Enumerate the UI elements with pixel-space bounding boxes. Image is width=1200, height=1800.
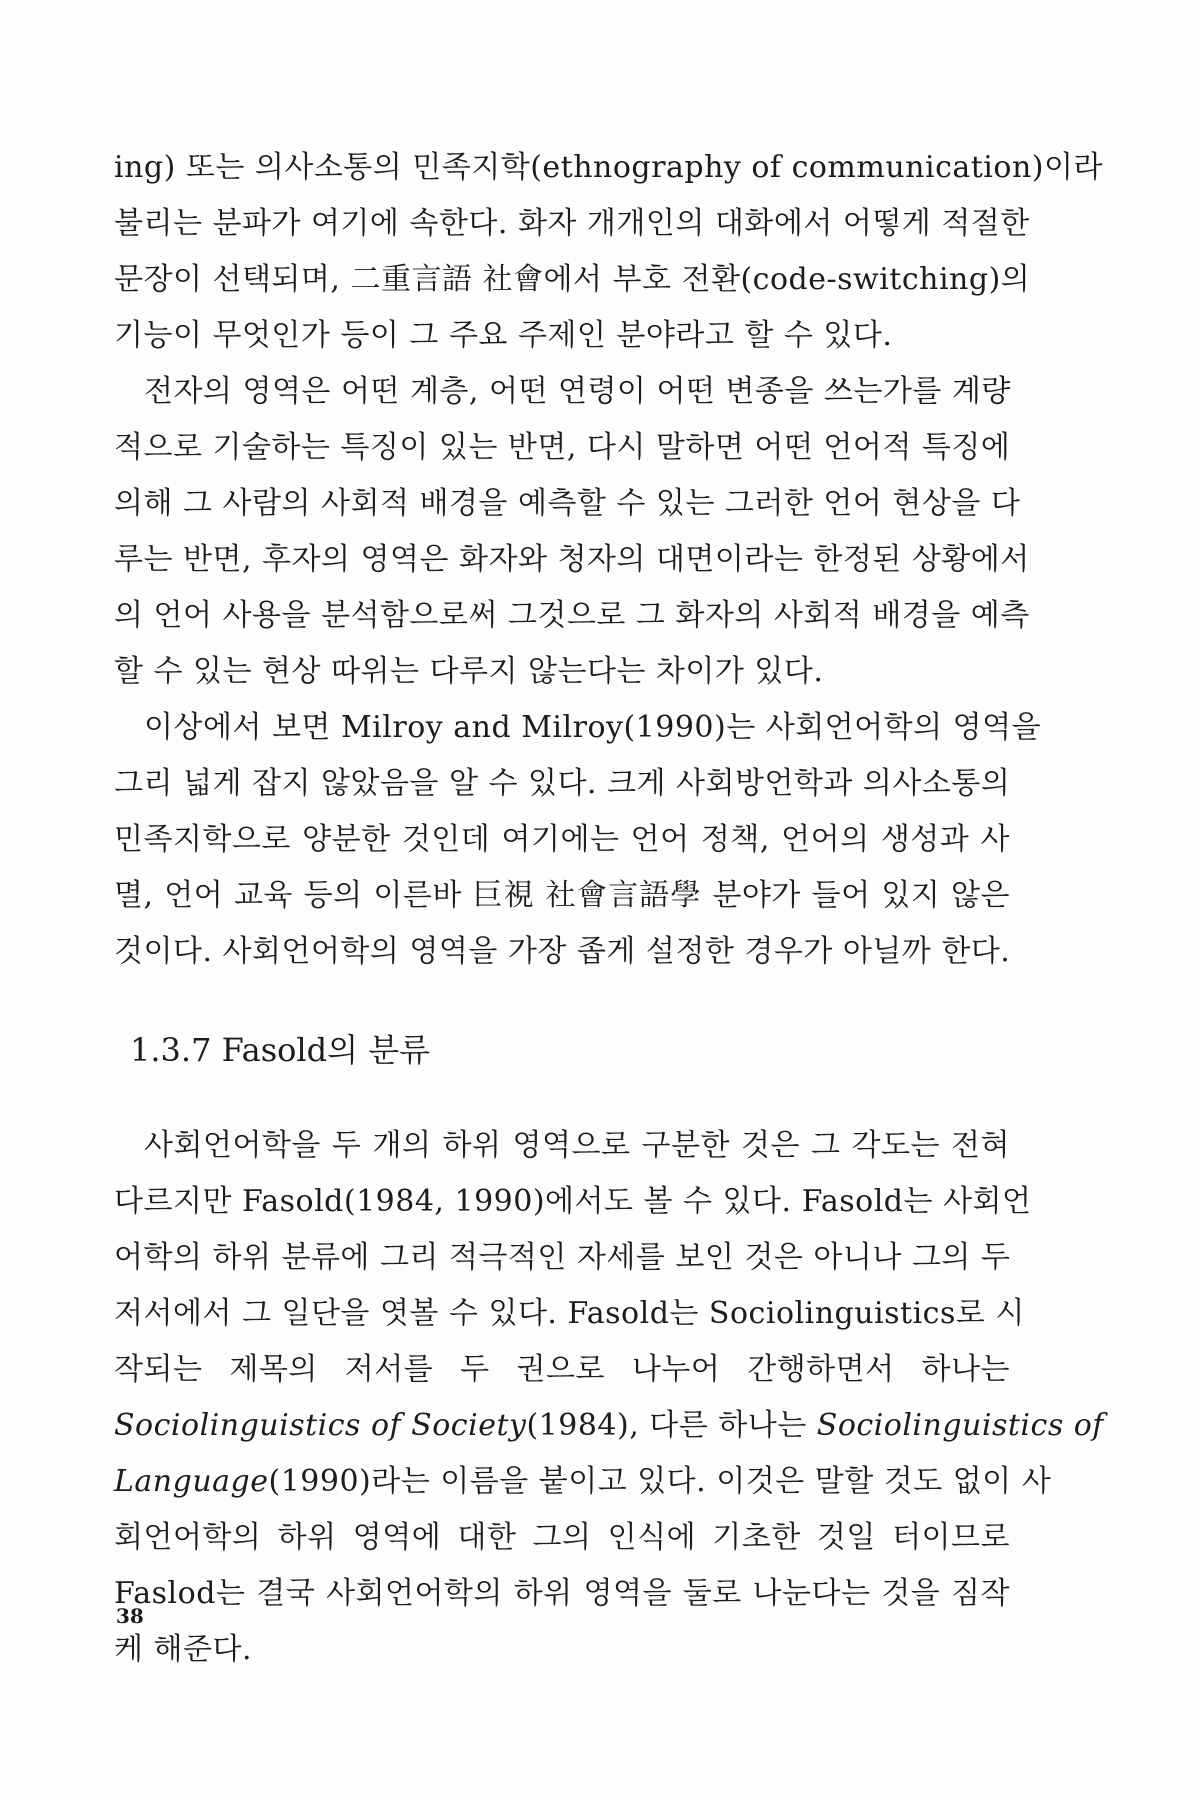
text-line: 기능이 무엇인가 등이 그 주요 주제인 분야라고 할 수 있다.: [114, 318, 893, 353]
paragraph-1: [114, 140, 1103, 364]
text-line: 전자의 영역은 어떤 계층, 어떤 연령이 어떤 변종을 쓰는가를 계량: [144, 374, 1011, 409]
text-line: Faslod는 결국 사회언어학의 하위 영역을 둘로 나눈다는 것을 짐작: [114, 1576, 1010, 1611]
section-heading: 1.3.7 Fasold의 분류: [130, 1031, 431, 1069]
text-line: ing) 또는 의사소통의 민족지학(ethnography of communication)이라: [114, 150, 1103, 185]
text-line: 의해 그 사람의 사회적 배경을 예측할 수 있는 그러한 언어 현상을 다: [114, 486, 1021, 521]
text-line: 작되는 제목의 저서를 두 권으로 나누어 간행하면서 하나는: [114, 1352, 1010, 1387]
section-paragraph: [114, 1118, 1104, 1678]
paragraph-2: [114, 364, 1030, 700]
text-line: 멸, 언어 교육 등의 이른바 巨視 社會言語學 분야가 들어 있지 않은: [114, 878, 1010, 913]
text-line: 민족지학으로 양분한 것인데 여기에는 언어 정책, 언어의 생성과 사: [114, 822, 1010, 857]
text-segment: (1984), 다른 하나는: [526, 1408, 807, 1443]
book-title: Sociolinguistics of: [816, 1408, 1104, 1443]
text-line-with-title: [114, 1454, 1052, 1510]
text-line: 문장이 선택되며, 二重言語 社會에서 부호 전환(code-switching)의: [114, 262, 1031, 297]
text-line: 이상에서 보면 Milroy and Milroy(1990)는 사회언어학의 영역을: [144, 710, 1042, 745]
paragraph-3: [114, 700, 1042, 980]
book-title: Sociolinguistics of Society: [114, 1408, 527, 1443]
text-line: 불리는 분파가 여기에 속한다. 화자 개개인의 대화에서 어떻게 적절한: [114, 206, 1030, 241]
text-line: 사회언어학을 두 개의 하위 영역으로 구분한 것은 그 각도는 전혀: [144, 1128, 1010, 1163]
text-line: 그리 넓게 잡지 않았음을 알 수 있다. 크게 사회방언학과 의사소통의: [114, 766, 1011, 801]
text-line: 어학의 하위 분류에 그리 적극적인 자세를 보인 것은 아니나 그의 두: [114, 1240, 1011, 1275]
text-line: 회언어학의 하위 영역에 대한 그의 인식에 기초한 것일 터이므로: [114, 1520, 1010, 1555]
text-line: 적으로 기술하는 특징이 있는 반면, 다시 말하면 어떤 언어적 특징에: [114, 430, 1011, 465]
text-line: 케 해준다.: [114, 1632, 252, 1667]
text-line: 저서에서 그 일단을 엿볼 수 있다. Fasold는 Sociolinguistics로 시: [114, 1296, 1025, 1331]
book-title: Language: [114, 1464, 269, 1499]
text-segment: (1990)라는 이름을 붙이고 있다. 이것은 말할 것도 없이 사: [268, 1464, 1052, 1499]
page-number: 38: [116, 1604, 144, 1628]
text-line: 다르지만 Fasold(1984, 1990)에서도 볼 수 있다. Fasold는 사회언: [114, 1184, 1032, 1219]
text-line-with-titles: [114, 1398, 1104, 1454]
text-line: 의 언어 사용을 분석함으로써 그것으로 그 화자의 사회적 배경을 예측: [114, 598, 1030, 633]
text-line: 루는 반면, 후자의 영역은 화자와 청자의 대면이라는 한정된 상황에서: [114, 542, 1030, 577]
page-body: [114, 140, 1104, 1678]
text-line: 할 수 있는 현상 따위는 다루지 않는다는 차이가 있다.: [114, 654, 824, 689]
text-line: 것이다. 사회언어학의 영역을 가장 좁게 설정한 경우가 아닐까 한다.: [114, 934, 1011, 969]
